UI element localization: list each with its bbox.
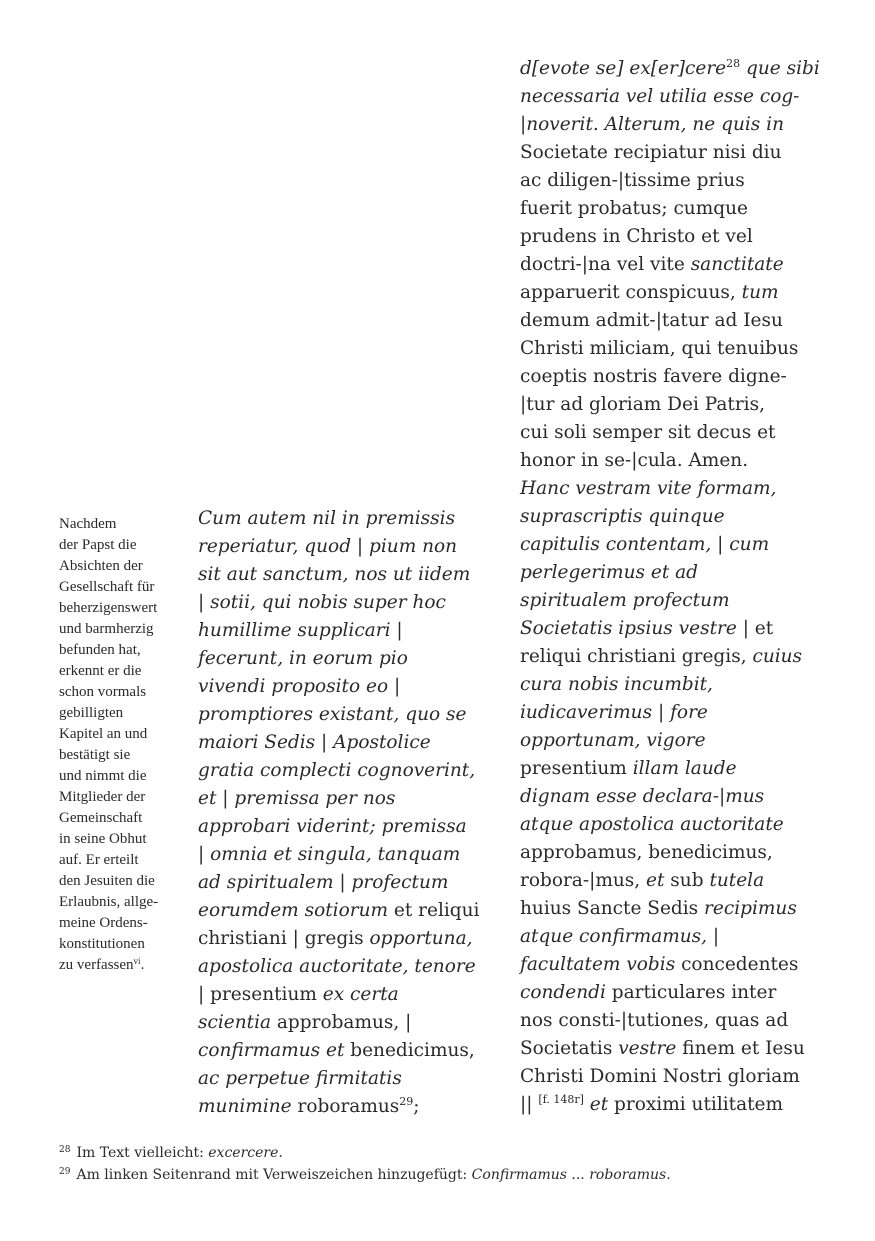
text-line: Cum autem nil in premissis [198, 508, 456, 529]
text-line: scientia approbamus, | [198, 1012, 412, 1033]
margin-note-line: Kapitel an und [59, 726, 148, 742]
text-line: fecerunt, in eorum pio [198, 648, 408, 669]
margin-note-line: befunden hat, [59, 642, 141, 658]
text-line: ad spiritualem | profectum [198, 872, 449, 893]
text-line: reliqui christiani gregis, cuius [520, 646, 803, 667]
text-line: atque apostolica auctoritate [520, 814, 784, 835]
text-line: doctri-|na vel vite sanctitate [520, 254, 784, 275]
text-line: | omnia et singula, tanquam [198, 844, 461, 865]
margin-note-line: den Jesuiten die [59, 873, 155, 889]
margin-note-line: in seine Obhut [59, 831, 147, 847]
text-line: spiritualem profectum [520, 590, 730, 611]
text-line: apparuerit conspicuus, tum [520, 282, 779, 303]
footnote-marker: [f. 148r] [538, 1093, 584, 1106]
text-line: confirmamus et benedicimus, [198, 1040, 475, 1061]
margin-note-line: gebilligten [59, 705, 124, 721]
text-line: suprascriptis quinque [520, 506, 725, 527]
text-line: opportunam, vigore [520, 730, 706, 751]
text-line: presentium illam laude [520, 758, 737, 779]
text-line: eorumdem sotiorum et reliqui [198, 900, 480, 921]
margin-note-line: auf. Er erteilt [59, 852, 139, 868]
text-line: necessaria vel utilia esse cog- [520, 86, 800, 107]
text-line: Societatis ipsius vestre | et [520, 618, 774, 639]
margin-note-line: schon vormals [59, 684, 147, 700]
text-line: huius Sancte Sedis recipimus [520, 898, 797, 919]
margin-note-line: zu verfassen$^{vi}$. [59, 956, 145, 973]
text-line: maiori Sedis | Apostolice [198, 732, 431, 753]
text-line: nos consti-|tutiones, quas ad [520, 1010, 789, 1031]
margin-note-line: bestätigt sie [59, 747, 131, 763]
text-line: facultatem vobis concedentes [520, 954, 799, 975]
text-line: honor in se-|cula. Amen. [520, 450, 749, 471]
margin-note-line: Nachdem [59, 516, 117, 532]
margin-note-line: konstitutionen [59, 936, 145, 952]
text-line: dignam esse declara-|mus [520, 786, 765, 807]
text-line: Societate recipiatur nisi diu [520, 142, 782, 163]
text-line: vivendi proposito eo | [198, 676, 401, 697]
text-line: humillime supplicari | [198, 620, 403, 641]
text-line: ac diligen-|tissime prius [520, 170, 745, 191]
text-line: reperiatur, quod | pium non [198, 536, 458, 557]
text-line: sit aut sanctum, nos ut iidem [198, 564, 471, 585]
margin-note-line: meine Ordens- [59, 915, 148, 931]
footnote-number: 28 [59, 1145, 71, 1155]
margin-note-line: Erlaubnis, allge- [59, 894, 159, 910]
footnote-marker: 29 [399, 1095, 414, 1108]
text-line: Hanc vestram vite formam, [520, 478, 777, 499]
footnotes [59, 1142, 839, 1186]
endnote-marker: vi [133, 956, 141, 966]
footnote-marker: 28 [726, 57, 741, 70]
text-line: munimine roboramus$^{29}$; [198, 1095, 420, 1117]
text-line: cui soli semper sit decus et [520, 422, 776, 443]
margin-note-line: der Papst die [59, 537, 137, 553]
latin-text-left-column [198, 505, 498, 1121]
margin-summary [59, 514, 181, 976]
text-line: promptiores existant, quo se [198, 704, 467, 725]
text-line: |tur ad gloriam Dei Patris, [520, 394, 765, 415]
text-line: ac perpetue firmitatis [198, 1068, 402, 1089]
text-line: gratia complecti cognoverint, [198, 760, 476, 781]
text-line: approbari viderint; premissa [198, 816, 467, 837]
text-line: apostolica auctoritate, tenore [198, 956, 476, 977]
margin-note-line: Mitglieder der [59, 789, 146, 805]
latin-text-right-column [520, 55, 825, 1119]
text-line: approbamus, benedicimus, [520, 842, 773, 863]
text-line: et | premissa per nos [198, 788, 396, 809]
margin-note-line: Absichten der [59, 558, 143, 574]
text-line: | sotii, qui nobis super hoc [198, 592, 446, 613]
text-line: perlegerimus et ad [520, 562, 699, 583]
margin-note-line: beherzigenswert [59, 600, 158, 616]
text-line: Christi miliciam, qui tenuibus [520, 338, 799, 359]
text-line: atque confirmamus, | [520, 926, 720, 947]
text-line: prudens in Christo et vel [520, 226, 753, 247]
margin-note-line: und barmherzig [59, 621, 154, 637]
text-line: robora-|mus, et sub tutela [520, 870, 765, 891]
margin-note-line: erkennt er die [59, 663, 142, 679]
footnote: $^{29}$ Am linken Seitenrand mit Verweiszeichen hinzugefügt: Confirmamus ... roboramus. [59, 1167, 671, 1183]
text-line: cura nobis incumbit, [520, 674, 713, 695]
text-line: iudicaverimus | fore [520, 702, 708, 723]
text-line: condendi particulares inter [520, 982, 777, 1003]
text-line: |noverit. Alterum, ne quis in [520, 114, 784, 135]
margin-note-line: Gemeinschaft [59, 810, 143, 826]
margin-note-line: Gesellschaft für [59, 579, 155, 595]
footnote: $^{28}$ Im Text vielleicht: excercere. [59, 1145, 283, 1161]
text-line: capitulis contentam, | cum [520, 534, 770, 555]
text-line: d[evote se] ex[er]cere$^{28}$ que sibi [520, 57, 820, 79]
text-line: Christi Domini Nostri gloriam [520, 1066, 800, 1087]
text-line: christiani | gregis opportuna, [198, 928, 473, 949]
text-line: || [f. 148r] et proximi utilitatem [520, 1093, 784, 1115]
text-line: | presentium ex certa [198, 984, 399, 1005]
text-line: fuerit probatus; cumque [520, 198, 748, 219]
footnote-number: 29 [59, 1167, 71, 1177]
text-line: Societatis vestre finem et Iesu [520, 1038, 805, 1059]
text-line: demum admit-|tatur ad Iesu [520, 310, 783, 331]
text-line: coeptis nostris favere digne- [520, 366, 787, 387]
margin-note-line: und nimmt die [59, 768, 147, 784]
